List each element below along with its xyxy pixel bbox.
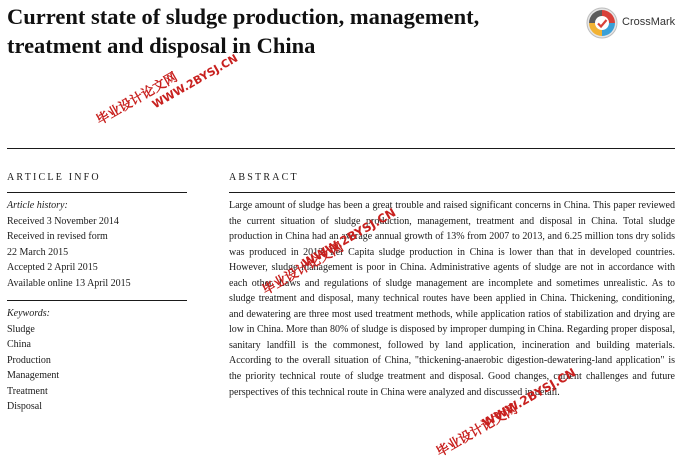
revised-date: 22 March 2015: [7, 246, 69, 258]
article-info-heading: ARTICLE INFO: [7, 172, 101, 183]
keyword-item: Production: [7, 354, 51, 366]
watermark-url: WWW.2BYSJ.CN: [150, 51, 241, 112]
abstract-text: Large amount of sludge has been a great trouble and raised significant concerns in China. This paper reviewed the current situation of sludge production, management, treatment and disposal in China. Total sludge production in China had an average annual growth of 13% from 2007 to 2013, and 6.25 million tons dry solids was produced in 2013. Per Capita sludge production in China is lower than that in developed countries. However, sludge management is poor in China. Administrative agents of sludge are not in accordance with each other. Laws and regulations of sludge management are incomplete and sometimes unrealistic. As to sludge treatment and disposal, many technical routes have been applied in China. Thickening, conditioning, and dewatering are three most used treatment methods, while application ratios of stabilization and drying are low in China. More than 80% of sludge is disposed by improper dumping in China. Regarding proper disposal, sanitary landfill is the commonest, followed by land application, incineration and building materials. According to the overall situation of China, "thickening-anaerobic digestion-dewatering-land application" is the priority technical route of sludge treatment and disposal. Good changes, current challenges and future perspectives of this technical route in China were analyzed and discussed in detail.: [229, 200, 675, 398]
top-divider: [7, 148, 675, 149]
article-history-label: Article history:: [7, 200, 68, 211]
keyword-item: China: [7, 339, 31, 350]
online-date: Available online 13 April 2015: [7, 277, 131, 289]
watermark-cn: 毕业设计论文网: [434, 401, 521, 460]
title-line-1: Current state of sludge production, management,: [7, 4, 480, 29]
article-history: [7, 198, 187, 291]
watermark-cn: 毕业设计论文网: [94, 69, 181, 129]
crossmark-label: CrossMark: [622, 16, 676, 28]
keywords-block: [7, 306, 187, 415]
abstract-divider: [229, 192, 675, 193]
keyword-item: Management: [7, 370, 60, 381]
keywords-label: Keywords:: [7, 308, 50, 319]
crossmark-badge[interactable]: [586, 7, 678, 43]
received-date: Received 3 November 2014: [7, 215, 119, 227]
keyword-item: Sludge: [7, 323, 35, 335]
keywords-divider: [7, 300, 187, 301]
watermark-url: WWW.2BYSJ.CN: [480, 365, 579, 431]
crossmark-icon: [586, 7, 618, 39]
accepted-date: Accepted 2 April 2015: [7, 262, 98, 273]
watermark-url: WWW.2BYSJ.CN: [300, 205, 399, 271]
paper-title: [7, 2, 567, 60]
revised-line-1: Received in revised form: [7, 231, 108, 242]
article-info-divider: [7, 192, 187, 193]
abstract-heading: ABSTRACT: [229, 172, 299, 183]
title-line-2: treatment and disposal in China: [7, 33, 316, 58]
keyword-item: Treatment: [7, 385, 48, 397]
keyword-item: Disposal: [7, 401, 42, 412]
watermark-cn: 毕业设计论文网: [260, 239, 347, 299]
